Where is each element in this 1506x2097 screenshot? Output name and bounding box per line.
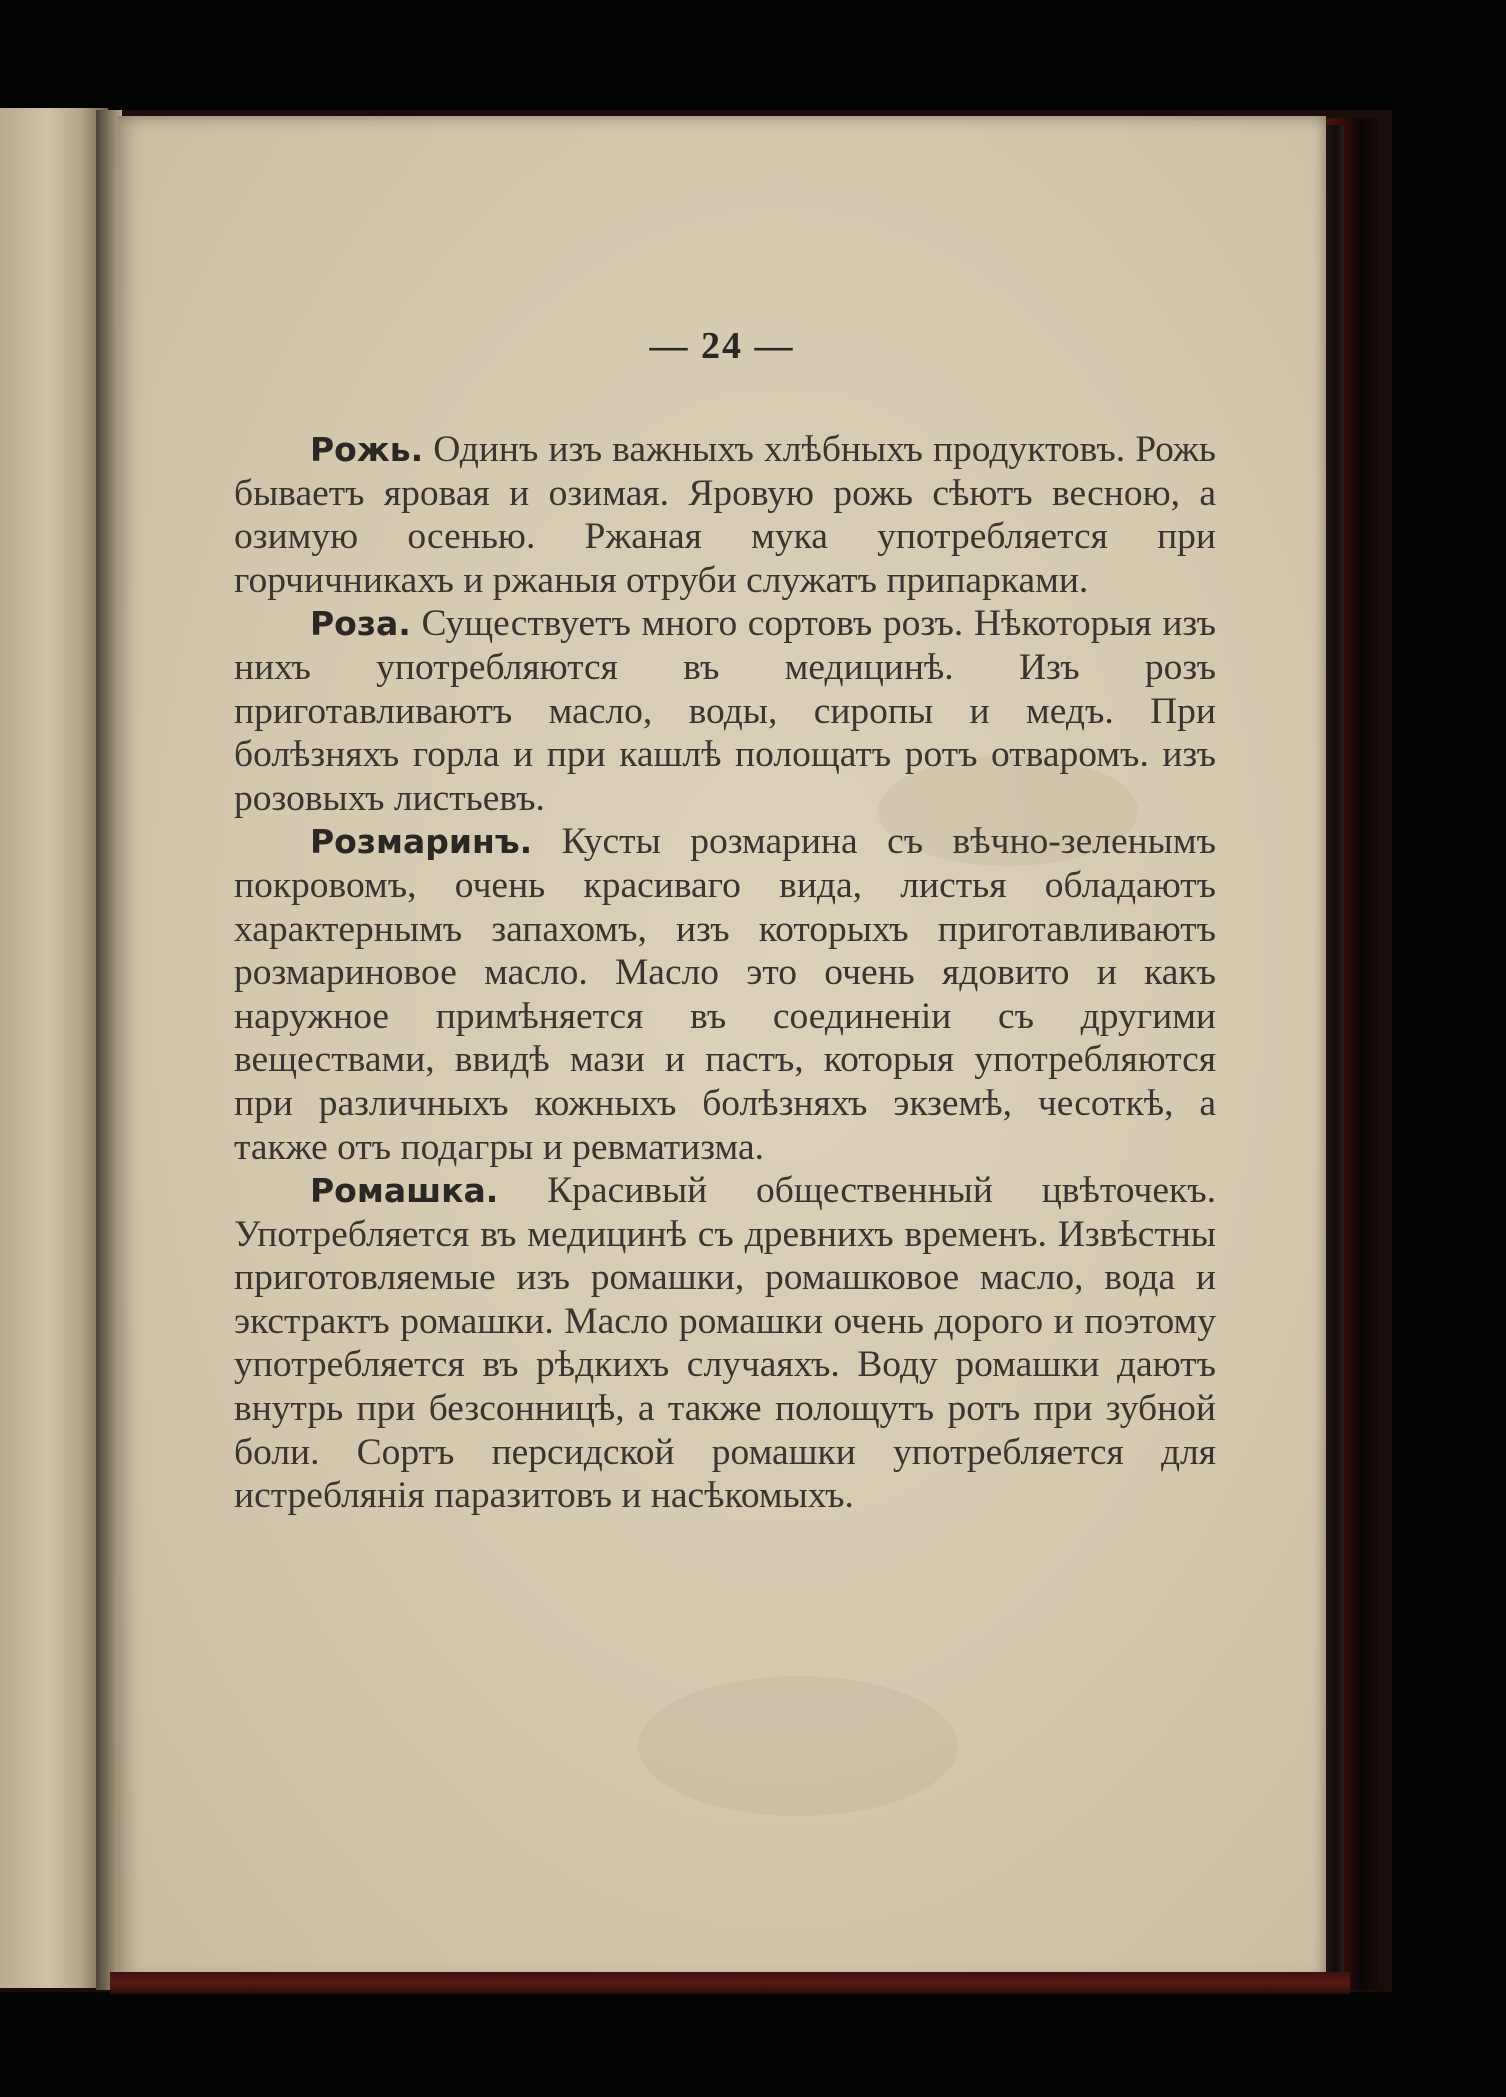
page-stain <box>638 1676 958 1816</box>
book-page <box>118 116 1326 1982</box>
entry-paragraph <box>234 428 1216 602</box>
entry-term: Роза. <box>310 604 411 644</box>
page-number: — 24 — <box>649 325 795 367</box>
entry-term: Розмаринъ. <box>310 822 533 862</box>
entry-text: Одинъ изъ важныхъ хлѣбныхъ продуктовъ. Рожь бываетъ яровая и озимая. Яровую рожь сѣютъ весною, а озимую осенью. Ржаная мука употребляется при горчичникахъ и ржаныя отруби служатъ припарками. <box>234 429 1216 601</box>
entry-text: Кусты розмарина съ вѣчно-зеленымъ покровомъ, очень красиваго вида, листья обладаютъ характернымъ запахомъ, изъ которыхъ приготавливаютъ розмариновое масло. Масло это очень ядовито и какъ наружное примѣняется въ соединенiи съ другими веществами, ввидѣ мази и пастъ, которыя употребляются при различныхъ кожныхъ болѣзняхъ экземѣ, чесоткѣ, а также отъ подагры и ревматизма. <box>234 821 1216 1168</box>
entry-text: Красивый общественный цвѣточекъ. Употребляется въ медицинѣ съ древнихъ временъ. Извѣстны приготовляемые изъ ромашки, ромашковое масло, вода и экстрактъ ромашки. Масло ромашки очень дорого и поэтому употребляется въ рѣдкихъ случаяхъ. Воду ромашки даютъ внутрь при безсонницѣ, а также полощутъ ротъ при зубной боли. Сортъ персидской ромашки употребляется для истреблянiя паразитовъ и насѣкомыхъ. <box>234 1170 1216 1517</box>
entry-text: Существуетъ много сортовъ розъ. Нѣкоторыя изъ нихъ употребляются въ медицинѣ. Изъ розъ приготавливаютъ масло, воды, сиропы и медъ. При болѣзняхъ горла и при кашлѣ полощатъ ротъ отваромъ. изъ розовыхъ листьевъ. <box>234 603 1216 819</box>
cover-bottom-edge <box>110 1972 1350 1994</box>
entry-paragraph <box>234 820 1216 1169</box>
entry-term: Рожь. <box>310 430 424 469</box>
entry-term: Ромашка. <box>310 1171 499 1211</box>
entry-paragraph <box>234 602 1216 820</box>
left-page-edge <box>0 108 108 1988</box>
page-body-text <box>234 428 1216 1518</box>
entry-paragraph <box>234 1169 1216 1518</box>
